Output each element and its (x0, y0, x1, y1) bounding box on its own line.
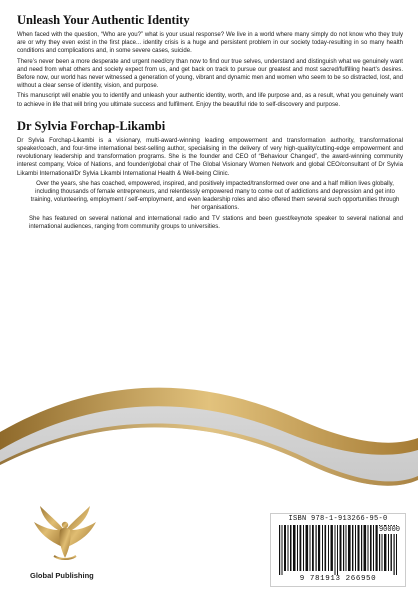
author-heading: Dr Sylvia Forchap-Likambi (17, 118, 166, 133)
price-code: 90000 (378, 526, 400, 534)
publisher-name: Global Publishing (30, 571, 94, 580)
synopsis-paragraph-3: This manuscript will enable you to identify and unleash your authentic identity, worth, and life purpose and, as a result, what you genuinely want to achieve in life that will bring you ultimate success and fulfilment. Enjoy the beautiful ride to self-discovery and purpose. (17, 93, 403, 108)
isbn-barcode (270, 513, 406, 587)
barcode-digits: 9 781913 266950 (299, 575, 377, 583)
back-cover-text (17, 13, 403, 233)
author-bio-paragraph-1: Dr Sylvia Forchap-Likambi is a visionary, multi-award-winning leading empowerment and transformation authority, transformational speaker/coach, and four-time international best-selling author, specialising in the delivery of very high-quality/cutting-edge empowerment and revolutionary leadership and transformation programs. She is the founder and CEO of “Behaviour Changed”, the award-winning community interest company, Voice of Nations, and founder/global chair of The Global Visionary Women Network and global CEO/consultant of Dr Sylvia Likambi International/Dr Sylvia Likambi International Health & Well-being Clinic. (17, 137, 403, 177)
author-bio-paragraph-3: She has featured on several national and international radio and TV stations and been guest/keynote speaker to several national and international audiences, ranging from community groups to universities. (29, 215, 403, 230)
isbn-number: ISBN 978-1-913266-95-0 (288, 515, 388, 523)
author-bio-paragraph-2: Over the years, she has coached, empowered, inspired, and positively impacted/transformed over one and a half million lives globally, including thousands of female entrepreneurs, and relentlessly empowered many to come out of addictions and depression and get into training, volunteering, employment / self-employment, and even leadership roles and also offered them several such opportunities through her organisations. (30, 180, 400, 212)
synopsis-heading: Unleash Your Authentic Identity (17, 13, 190, 27)
synopsis-paragraph-2: There’s never been a more desperate and urgent need/cry than now to find our true selves, understand and distinguish what we genuinely want and need from what others and society expect from us, and get back on track to pursue our greatest and most sacred/fulfilling heart’s desires. Before now, our world has never witnessed a generation of young, vibrant and dynamic men and women who seem to be so distracted, lost, and without a clear sense of identity, vision, and purpose. (17, 58, 403, 90)
synopsis-paragraph-1: When faced with the question, “Who are you?” what is your usual response? We live in a world where many simply do not know who they truly are or why they even exist in the first place... identity crisis is a huge and persistent problem in our society today-resulting in so many health conditions and complications and, in some severe cases, suicide. (17, 32, 403, 55)
